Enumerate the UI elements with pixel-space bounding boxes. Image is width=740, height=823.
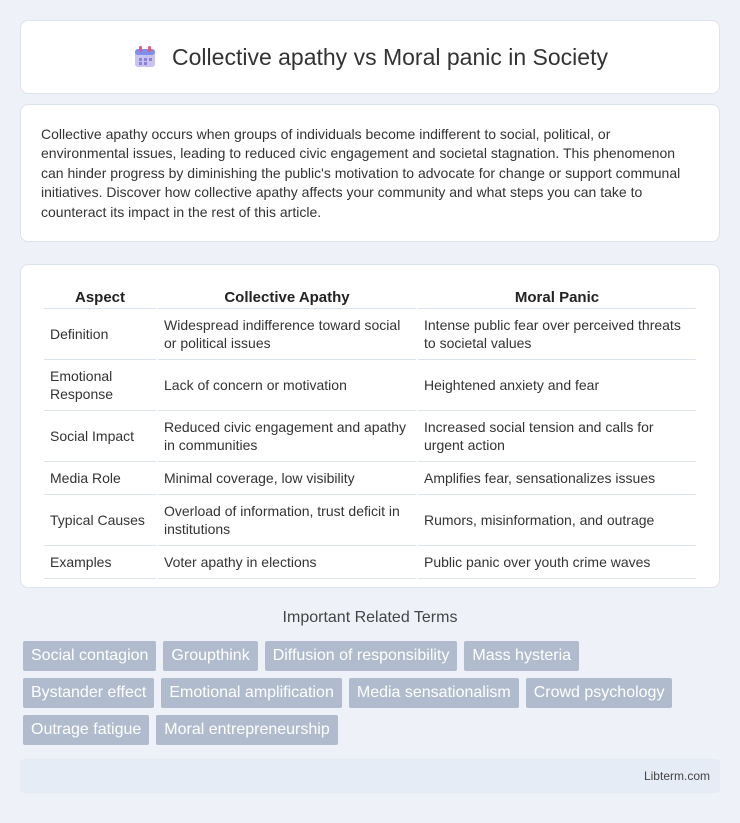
table-cell: Media Role xyxy=(44,462,156,495)
table-cell: Public panic over youth crime waves xyxy=(418,546,696,579)
tag-crowd-psychology[interactable]: Crowd psychology xyxy=(526,678,673,708)
tag-social-contagion[interactable]: Social contagion xyxy=(23,641,156,671)
related-terms-tags xyxy=(23,641,723,752)
table-cell: Minimal coverage, low visibility xyxy=(158,462,416,495)
related-terms-title: Important Related Terms xyxy=(282,609,458,626)
calendar-icon xyxy=(132,44,158,70)
table-header-row xyxy=(44,285,696,309)
table-cell: Definition xyxy=(44,309,156,360)
tag-outrage-fatigue[interactable]: Outrage fatigue xyxy=(23,715,149,745)
table-cell: Lack of concern or motivation xyxy=(158,360,416,411)
table-cell: Examples xyxy=(44,546,156,579)
table-cell: Rumors, misinformation, and outrage xyxy=(418,495,696,546)
table-cell: Amplifies fear, sensationalizes issues xyxy=(418,462,696,495)
table-row xyxy=(44,462,696,495)
intro-text: Collective apathy occurs when groups of individuals become indifferent to social, political, or environmental issues, leading to reduced civic engagement and societal stagnation. This phenomenon can hinder progress by diminishing the public's motivation to advocate for change or support communal initiatives. Discover how collective apathy affects your community and what steps you can take to counteract its impact in the rest of this article. xyxy=(41,126,681,220)
table-cell: Heightened anxiety and fear xyxy=(418,360,696,411)
header-card xyxy=(20,20,720,94)
tag-diffusion-of-responsibility[interactable]: Diffusion of responsibility xyxy=(265,641,458,671)
tag-groupthink[interactable]: Groupthink xyxy=(163,641,257,671)
table-cell: Increased social tension and calls for urgent action xyxy=(418,411,696,462)
page-title: Collective apathy vs Moral panic in Society xyxy=(172,43,608,70)
table-cell: Social Impact xyxy=(44,411,156,462)
table-row xyxy=(44,546,696,579)
tag-moral-entrepreneurship[interactable]: Moral entrepreneurship xyxy=(156,715,337,745)
table-cell: Typical Causes xyxy=(44,495,156,546)
comparison-table xyxy=(42,285,698,579)
table-row xyxy=(44,360,696,411)
intro-card xyxy=(20,104,720,242)
table-row xyxy=(44,309,696,360)
table-cell: Emotional Response xyxy=(44,360,156,411)
tag-mass-hysteria[interactable]: Mass hysteria xyxy=(464,641,579,671)
tag-emotional-amplification[interactable]: Emotional amplification xyxy=(161,678,342,708)
table-cell: Voter apathy in elections xyxy=(158,546,416,579)
footer-link[interactable]: Libterm.com xyxy=(643,769,710,783)
table-cell: Widespread indifference toward social or political issues xyxy=(158,309,416,360)
table-row xyxy=(44,495,696,546)
column-header-aspect: Aspect xyxy=(44,285,156,309)
footer xyxy=(20,759,720,793)
table-cell: Overload of information, trust deficit in institutions xyxy=(158,495,416,546)
column-header-moral-panic: Moral Panic xyxy=(418,285,696,309)
table-cell: Reduced civic engagement and apathy in communities xyxy=(158,411,416,462)
table-row xyxy=(44,411,696,462)
table-cell: Intense public fear over perceived threats to societal values xyxy=(418,309,696,360)
comparison-table-card xyxy=(20,264,720,588)
tag-bystander-effect[interactable]: Bystander effect xyxy=(23,678,154,708)
column-header-collective-apathy: Collective Apathy xyxy=(158,285,416,309)
tag-media-sensationalism[interactable]: Media sensationalism xyxy=(349,678,519,708)
